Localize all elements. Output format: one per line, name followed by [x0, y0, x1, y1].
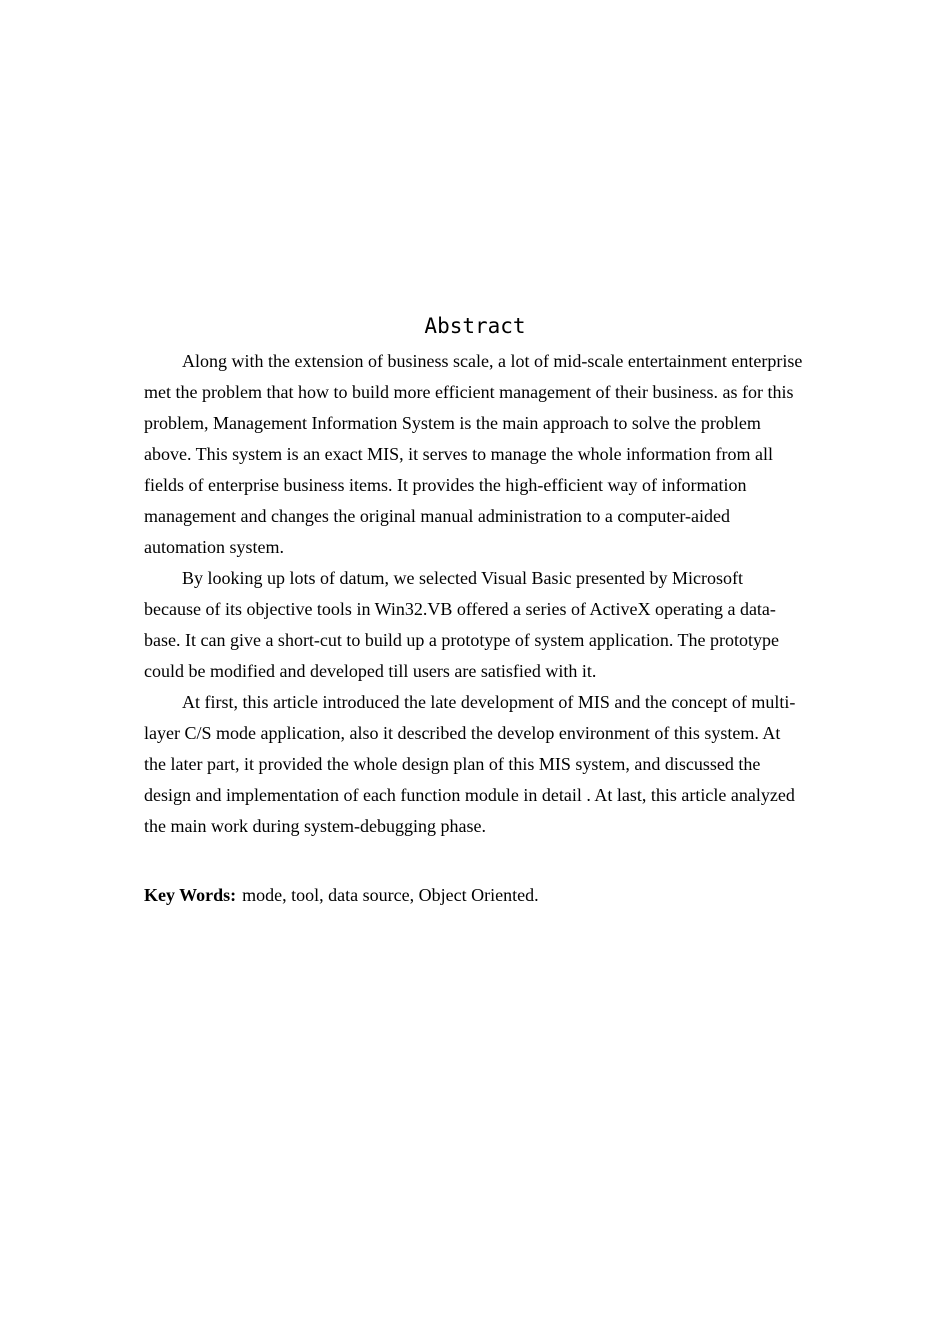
- keywords-line: [144, 880, 804, 911]
- abstract-paragraph: Along with the extension of business scale, a lot of mid-scale entertainment enterprise met the problem that how to build more efficient management of their business. as for this problem, Management Information System is the main approach to solve the problem above. This system is an exact MIS, it serves to manage the whole information from all fields of enterprise business items. It provides the high-efficient way of information management and changes the original manual administration to a computer-aided automation system.: [144, 351, 803, 557]
- abstract-body: [144, 346, 804, 842]
- abstract-title: Abstract: [424, 314, 526, 338]
- abstract-paragraph: At first, this article introduced the late development of MIS and the concept of multi-layer C/S mode application, also it described the develop environment of this system. At the later part, it provided the whole design plan of this MIS system, and discussed the design and implementation of each function module in detail . At last, this article analyzed the main work during system-debugging phase.: [144, 692, 796, 836]
- keywords-values: mode, tool, data source, Object Oriented.: [242, 885, 539, 905]
- keywords-label: Key Words:: [144, 885, 237, 905]
- abstract-paragraph: By looking up lots of datum, we selected Visual Basic presented by Microsoft because of its objective tools in Win32.VB offered a series of ActiveX operating a data-base. It can give a short-cut to build up a prototype of system application. The prototype could be modified and developed till users are satisfied with it.: [144, 568, 780, 681]
